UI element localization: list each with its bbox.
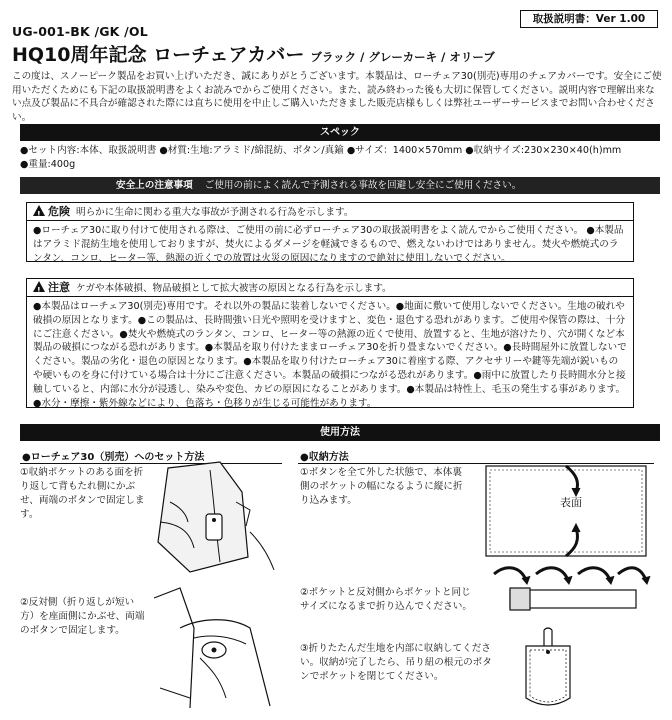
intro-paragraph: この度は、スノーピーク製品をお買い上げいただき、誠にありがとうございます。本製品は、ローチェア30(別売)専用のチェアカバーです。安全にご使用いただくためにも下記の取扱説明書をよくお読みでからご使用ください。また、読み終わった後も大切に保管してください。説明内容で理解出来ない点及び製品に不具合が確認された際には直ちに使用を中止しご購入いただきました販売店様もしくは弊社ユーザーサービスまでお問い合わせください。 (12, 71, 662, 123)
setup-title: ●ローチェア30（別売）へのセット方法 (22, 452, 205, 463)
storage-step-1: ①ボタンを全て外した状態で、本体裏側のポケットの幅になるように縦に折り込みます。 (300, 467, 463, 506)
title-text: HQ10周年記念 ローチェアカバー (12, 44, 305, 66)
danger-label: 危険 (48, 205, 70, 218)
color-variants: ブラック / グレーカーキ / オリーブ (310, 50, 495, 64)
caution-box (26, 278, 634, 408)
spec-line-1: ●セット内容:本体、取扱説明書 ●材質:生地:アラミド/綿混紡、ボタン/真鍮 ●サイズ：1400×570mm ●収納サイズ:230×230×40(h)mm (20, 145, 622, 156)
danger-body: ●ローチェア30に取り付けて使用される際は、ご使用の前に必ずローチェア30の取扱説明書をよく読んでからご使用ください。 ●本製品はアラミド混紡生地を使用しておりますが、焚火によるダメージを軽減できるもので、燃えないわけではありません。焚火や燃焼式のランタン、コンロ、ヒーター等、熱源の近くでの放置は火災の原因になりますので絶対に使用しないでください。 (33, 225, 624, 264)
spec-heading: スペック (20, 124, 660, 141)
spec-list (20, 144, 665, 171)
caution-headline: ケガや本体破損、物品破損として拡大被害の原因となる行為を示します。 (76, 283, 392, 294)
setup-step-1: ①収納ポケットのある面を折り返して背もたれ側にかぶせ、両端のボタンで固定します。 (20, 467, 145, 520)
danger-box (26, 202, 634, 262)
chair-cover-illustration-1 (150, 462, 282, 574)
setup-step-2: ②反対側（折り返しが短い方）を座面側にかぶせ、両端のボタンで固定します。 (20, 597, 145, 636)
product-code: UG-001-BK /GK /OL (12, 24, 148, 39)
spec-line-2: ●重量:400g (20, 158, 76, 170)
caution-header (27, 279, 633, 297)
pouch-illustration (520, 628, 576, 712)
folding-illustration-2 (490, 560, 656, 620)
folding-illustration-1 (476, 462, 654, 562)
safety-heading: 安全上の注意事項 (116, 180, 193, 191)
storage-step-2: ②ポケットと反対側からポケットと同じサイズになるまで折り込んでください。 (300, 587, 472, 612)
caution-body: ●本製品はローチェア30(別売)専用です。それ以外の製品に装着しないでください。●地面に敷いて使用しないでください。生地の破れや破損の原因となります。●この製品は、長時間強い日光や照明を受けますと、変色・退色する恐れがあります。ご使用や保管の際は、十分にご注意ください。●焚火や燃焼式のランタン、コンロ、ヒーター等の熱源の近くで使用、放置すると、生地が溶けたり、穴が開くなど本製品の破損につながる恐れがあります。●本製品を取り付けたままローチェア30を折り畳まないでください。●長時間屋外に放置しないでください。製品の劣化・退色の原因となります。●本製品を取り付けたローチェア30に着座する際、アクセサリーや鍵等先端が鋭いものや硬いものを身に付けている場合は十分にご注意ください。本製品の破損につながる恐れがあります。●雨中に放置したり長時間水分と接触していると、内部に水分が浸透し、染みや変色、カビの原因になることがあります。●本製品は特性上、毛玉の発生する事があります。●水分・摩擦・紫外線などにより、色落ち・色移りが生じる可能性があります。 (33, 301, 627, 409)
version-label: 取扱説明書：Ver 1.00 (520, 10, 658, 28)
usage-heading: 使用方法 (20, 424, 660, 441)
face-label: 表面 (560, 496, 582, 509)
warning-triangle-icon (33, 281, 45, 292)
warning-triangle-icon (33, 205, 45, 216)
danger-header (27, 203, 633, 221)
page-title (12, 40, 495, 67)
safety-heading-bar (20, 177, 660, 194)
chair-cover-illustration-2 (150, 588, 282, 712)
storage-step-3: ③折りたたんだ生地を内部に収納してください。収納が完了したら、吊り紐の根元のボタンでポケットを閉じてください。 (300, 643, 492, 682)
danger-headline: 明らかに生命に関わる重大な事故が予測される行為を示します。 (76, 207, 354, 218)
storage-title: ●収納方法 (300, 452, 349, 463)
safety-subtitle: ご使用の前によく読んで予測される事故を回避し安全にご使用ください。 (204, 180, 522, 191)
caution-label: 注意 (48, 281, 70, 294)
